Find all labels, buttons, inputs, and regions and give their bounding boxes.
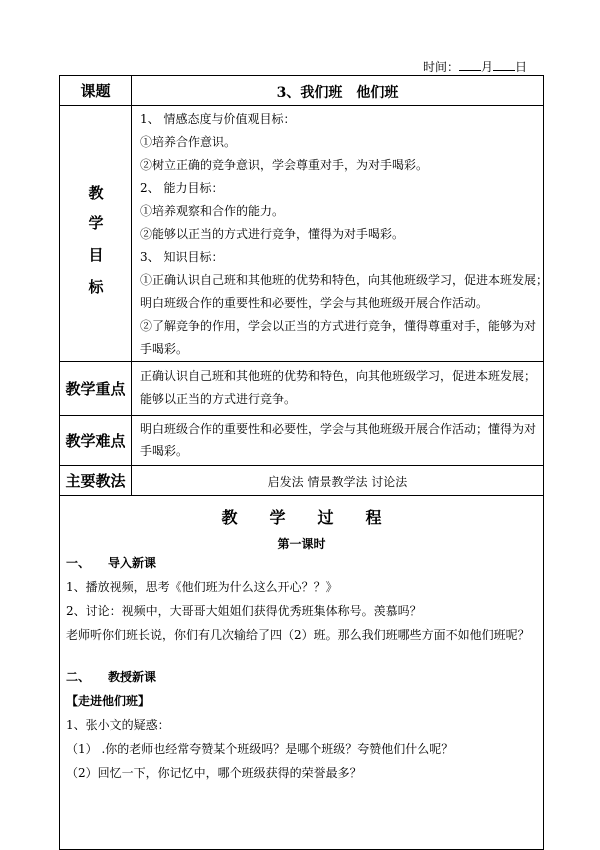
methods-value: 启发法 情景教学法 讨论法 [267, 475, 408, 489]
topic-value: 3、我们班 他们班 [276, 85, 399, 101]
section2-heading: 二、 教授新课 [66, 670, 157, 684]
month-label: 月 [481, 60, 494, 74]
key-points-row [60, 362, 543, 416]
day-blank [493, 60, 515, 71]
objective-line: ①培养合作意识。 [140, 135, 237, 149]
objectives-label-char: 教 [88, 184, 104, 202]
objective-line: ②树立正确的竞争意识，学会尊重对手，为对手喝彩。 [140, 158, 429, 172]
date-label: 时间： [423, 60, 460, 74]
methods-content [132, 466, 543, 495]
difficulty-line: 手喝彩。 [140, 444, 189, 458]
process-section [60, 496, 543, 849]
key-point-line: 能够以正当的方式进行竞争。 [140, 392, 297, 406]
objectives-row [60, 106, 549, 362]
difficulties-row [60, 416, 543, 466]
objectives-label-char: 学 [88, 214, 104, 232]
objective-line: ②能够以正当的方式进行竞争，懂得为对手喝彩。 [140, 227, 405, 241]
objective-line: ①培养观察和合作的能力。 [140, 204, 285, 218]
topic-row [60, 76, 543, 106]
objectives-content [132, 106, 549, 361]
methods-row [60, 466, 543, 496]
section1-line: 2、讨论：视频中，大哥哥大姐姐们获得优秀班集体称号。羡慕吗？ [66, 604, 422, 618]
section2-line: 1、张小文的疑惑： [66, 718, 170, 732]
topic-label: 课题 [60, 76, 132, 105]
key-points-content [132, 362, 543, 415]
objective-line: ②了解竞争的作用，学会以正当的方式进行竞争，懂得尊重对手，能够为对 [140, 319, 537, 333]
section2-line: （2）回忆一下，你记忆中，哪个班级获得的荣誉最多？ [66, 766, 362, 780]
objectives-label-char: 目 [88, 246, 104, 264]
day-label: 日 [515, 60, 528, 74]
month-blank [459, 60, 481, 71]
objective-line: 1、 情感态度与价值观目标： [140, 112, 296, 126]
topic-value-cell [132, 76, 543, 105]
key-points-label: 教学重点 [60, 362, 132, 415]
objective-line: 明白班级合作的重要性和必要性，学会与其他班级开展合作活动。 [140, 296, 489, 310]
section1-line: 1、播放视频，思考《他们班为什么这么开心？？》 [66, 580, 338, 594]
section1-heading: 一、 导入新课 [66, 556, 157, 570]
section1-line: 老师听你们班长说，你们有几次输给了四（2）班。那么我们班哪些方面不如他们班呢？ [66, 628, 530, 642]
section2-line: （1） .你的老师也经常夸赞某个班级吗？是哪个班级？夸赞他们什么呢？ [66, 742, 454, 756]
lesson-label: 第一课时 [277, 537, 326, 551]
objective-line: 3、 知识目标： [140, 250, 224, 264]
key-point-line: 正确认识自己班和其他班的优势和特色，向其他班级学习，促进本班发展； [140, 369, 537, 383]
lesson-plan-table [59, 75, 549, 850]
section2-subheading: 【走进他们班】 [66, 694, 151, 708]
difficulties-content [132, 416, 543, 465]
objective-line: ①正确认识自己班和其他班的优势和特色，向其他班级学习，促进本班发展； [140, 273, 549, 287]
objectives-label-char: 标 [88, 278, 104, 296]
difficulty-line: 明白班级合作的重要性和必要性，学会与其他班级开展合作活动；懂得为对 [140, 422, 537, 436]
process-title: 教 学 过 程 [221, 508, 382, 527]
objective-line: 2、 能力目标： [140, 181, 224, 195]
difficulties-label: 教学难点 [60, 416, 132, 465]
objective-line: 手喝彩。 [140, 342, 189, 356]
methods-label: 主要教法 [60, 466, 132, 495]
objectives-label [60, 106, 132, 361]
date-line [423, 58, 527, 75]
